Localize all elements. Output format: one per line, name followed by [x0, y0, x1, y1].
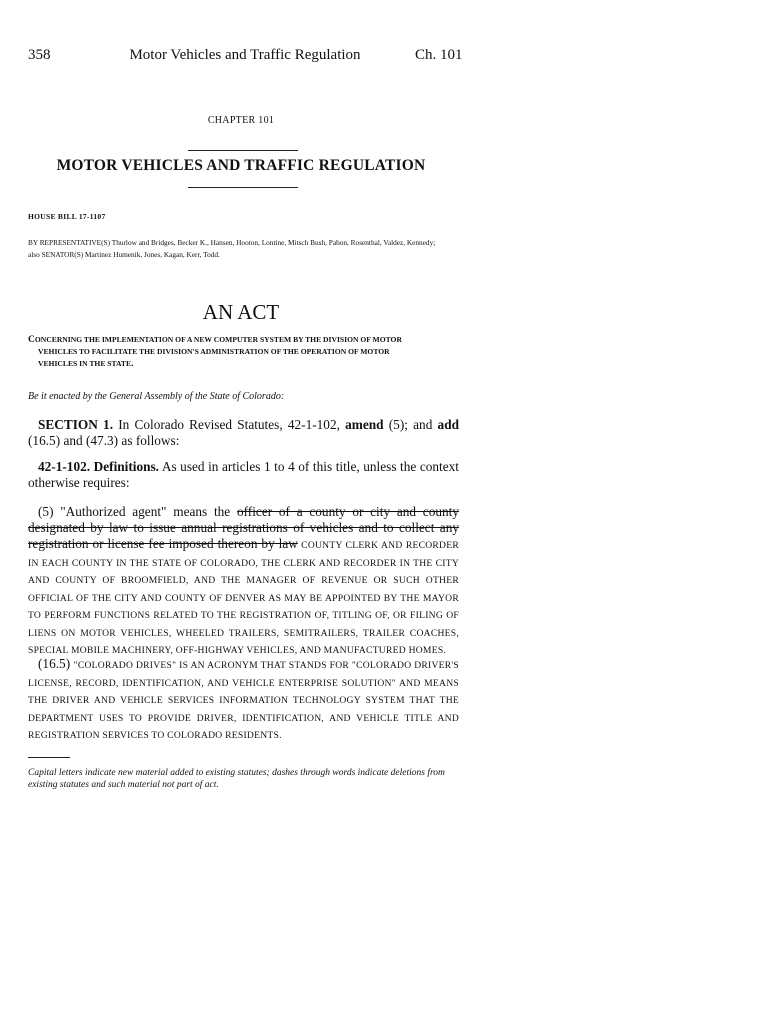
bill-number: HOUSE BILL 17-1107: [28, 212, 106, 221]
chapter-label: CHAPTER 101: [207, 115, 275, 126]
added-text: COUNTY CLERK AND RECORDER IN EACH COUNTY IN THE STATE OF COLORADO, THE CLERK AND RECORDER IN THE CITY AND COUNTY OF BROOMFIELD, AND THE MANAGER OF REVENUE OR SUCH OTHER OFFICIAL OF THE CITY AND COUNTY OF DENVER AS MAY BE APPOINTED BY THE MAYOR TO PERFORM FUNCTIONS RELATED TO THE REGISTRATION OF, TITLING OF, OR FILING OF LIENS ON MOTOR VEHICLES, WHEELED TRAILERS, SEMITRAILERS, TRAILER COACHES, SPECIAL MOBILE MACHINERY, OFF-HIGHWAY VEHICLES, AND MANUFACTURED HOMES.: [28, 540, 459, 656]
enacting-clause: Be it enacted by the General Assembly of the State of Colorado:: [28, 391, 285, 402]
definition-16-5-number: (16.5): [38, 656, 74, 671]
section-1-text-a: In Colorado Revised Statutes, 42-1-102,: [113, 417, 346, 432]
concerning-clause: [28, 334, 460, 370]
section-1: [28, 417, 459, 449]
amend-keyword: amend: [345, 417, 384, 432]
definition-16-5: [28, 656, 459, 744]
definitions-text: As used in articles 1 to 4 of this title, unless the context otherwise requires:: [28, 459, 459, 490]
act-heading: AN ACT: [202, 300, 280, 324]
deleted-text: officer of a county or city and county designated by law to issue annual registrations of vehicles and to collect any registration or license fee imposed thereon by law: [28, 504, 459, 551]
chapter-title: MOTOR VEHICLES AND TRAFFIC REGULATION: [56, 157, 426, 174]
definitions-paragraph: [28, 459, 459, 491]
chapter-reference: Ch. 101: [415, 47, 463, 63]
page-number: 358: [28, 47, 51, 63]
sponsors-block: [28, 237, 460, 262]
concerning-line-3: VEHICLES IN THE STATE: [38, 359, 132, 368]
definition-16-5-text: "COLORADO DRIVES" IS AN ACRONYM THAT STANDS FOR "COLORADO DRIVER'S LICENSE, RECORD, IDENTIFICATION, AND VEHICLE ENTERPRISE SOLUTION" AND MEANS THE DRIVER AND VEHICLE SERVICES INFORMATION TECHNOLOGY SYSTEM THAT THE DEPARTMENT USES TO PROVIDE DRIVER, IDENTIFICATION, AND VEHICLE TITLE AND REGISTRATION SERVICES TO COLORADO RESIDENTS.: [28, 660, 459, 741]
footnote: Capital letters indicate new material added to existing statutes; dashes through words indicate deletions from existing statutes and such material not part of act.: [28, 768, 445, 791]
section-1-lead: SECTION 1.: [38, 417, 114, 432]
running-title: Motor Vehicles and Traffic Regulation: [129, 47, 361, 63]
definitions-lead: 42-1-102. Definitions.: [38, 459, 160, 474]
concerning-initial: C: [28, 335, 35, 345]
section-1-text-c: (16.5) and (47.3) as follows:: [28, 433, 180, 448]
concerning-period: .: [131, 359, 134, 369]
definition-5: [28, 504, 459, 659]
concerning-line-2: VEHICLES TO FACILITATE THE DIVISION'S ADMINISTRATION OF THE OPERATION OF MOTOR: [38, 347, 390, 356]
senators-list: also SENATOR(S) Martinez Humenik, Jones, Kagan, Kerr, Todd.: [28, 250, 220, 260]
representatives-list: BY REPRESENTATIVE(S) Thurlow and Bridges, Becker K., Hansen, Hooton, Lontine, Mitsch Bush, Pabon, Rosenthal, Valdez, Kennedy;: [28, 238, 436, 247]
title-rule-top: [188, 150, 298, 151]
footnote-rule: [28, 757, 70, 758]
title-rule-bottom: [188, 187, 298, 188]
concerning-line-1: ONCERNING THE IMPLEMENTATION OF A NEW COMPUTER SYSTEM BY THE DIVISION OF MOTOR: [34, 335, 402, 344]
definition-5-intro: (5) "Authorized agent" means the: [38, 504, 237, 519]
add-keyword: add: [437, 417, 459, 432]
section-1-text-b: (5); and: [383, 417, 438, 432]
